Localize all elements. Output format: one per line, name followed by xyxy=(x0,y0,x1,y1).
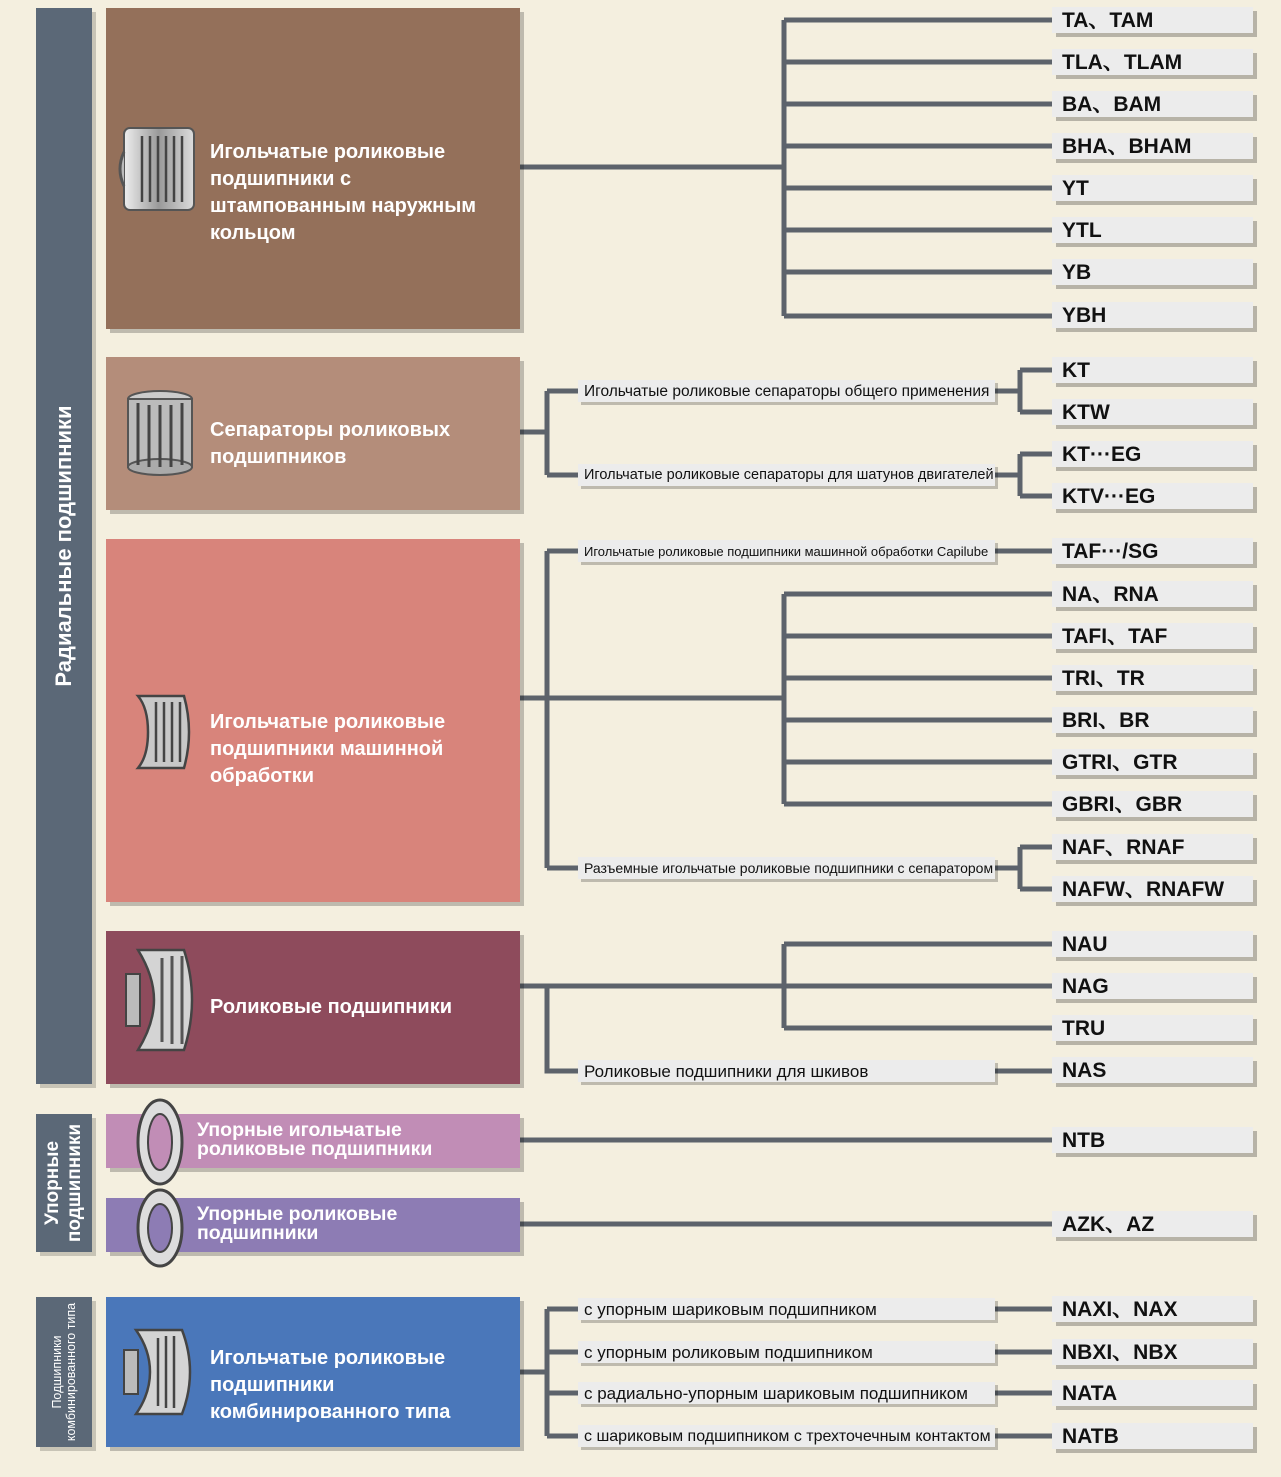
group-thrust xyxy=(36,1114,92,1252)
code-box: BHA、BHAM xyxy=(1052,133,1253,159)
subcategory-separable: Разъемные игольчатые роликовые подшипники с сепаратором xyxy=(578,857,995,879)
code-box: NAF、RNAF xyxy=(1052,834,1253,860)
code-box: YTL xyxy=(1052,217,1253,243)
subcategory-cage-engine: Игольчатые роликовые сепараторы для шатунов двигателей xyxy=(578,464,995,486)
code-box: TRI、TR xyxy=(1052,665,1253,691)
code-box: KTV···EG xyxy=(1052,483,1253,509)
code-box: GBRI、GBR xyxy=(1052,791,1253,817)
code-box: KTW xyxy=(1052,399,1253,425)
code-box: NBXI、NBX xyxy=(1052,1339,1253,1365)
code-box: KT xyxy=(1052,357,1253,383)
code-box: NATB xyxy=(1052,1423,1253,1449)
code-box: GTRI、GTR xyxy=(1052,749,1253,775)
combined-bearing-icon xyxy=(118,1324,200,1420)
code-box: NATA xyxy=(1052,1380,1253,1406)
category-label-drawn-cup: Игольчатые роликовые подшипники с штампованным наружным кольцом xyxy=(210,141,477,244)
code-box: YBH xyxy=(1052,302,1253,328)
category-label-thrust-needle: Упорные игольчатые роликовые подшипники xyxy=(197,1119,433,1160)
code-box: AZK、AZ xyxy=(1052,1211,1253,1237)
group-combined-label: Подшипники комбинированного типа xyxy=(50,1302,78,1442)
code-box: YT xyxy=(1052,175,1253,201)
cage-icon xyxy=(122,387,198,479)
roller-bearing-icon xyxy=(118,944,202,1056)
code-box: BRI、BR xyxy=(1052,707,1253,733)
code-box: TLA、TLAM xyxy=(1052,49,1253,75)
code-box: NAU xyxy=(1052,931,1253,957)
subcategory-thrust-roller: с упорным роликовым подшипником xyxy=(578,1341,995,1363)
subcategory-three-point: с шариковым подшипником с трехточечным контактом xyxy=(578,1425,995,1447)
group-thrust-label: Упорные подшипники xyxy=(42,1123,85,1243)
code-box: NAG xyxy=(1052,973,1253,999)
category-label-thrust-roller: Упорные роликовые подшипники xyxy=(197,1203,398,1244)
subcategory-cage-general: Игольчатые роликовые сепараторы общего применения xyxy=(578,380,995,402)
code-box: TA、TAM xyxy=(1052,7,1253,33)
needle-bearing-icon xyxy=(118,122,200,216)
code-box: TAFI、TAF xyxy=(1052,623,1253,649)
group-radial xyxy=(36,8,92,1084)
subcategory-angular-ball: с радиально-упорным шариковым подшипником xyxy=(578,1382,995,1404)
category-label-cages: Сепараторы роликовых подшипников xyxy=(210,419,451,468)
code-box: BA、BAM xyxy=(1052,91,1253,117)
code-box: NAFW、RNAFW xyxy=(1052,876,1253,902)
machined-bearing-icon xyxy=(128,686,196,778)
subcategory-thrust-ball: с упорным шариковым подшипником xyxy=(578,1298,995,1320)
subcategory-capilube: Игольчатые роликовые подшипники машинной обработки Capilube xyxy=(578,540,995,562)
code-box: NAS xyxy=(1052,1057,1253,1083)
code-box: NA、RNA xyxy=(1052,581,1253,607)
category-label-machined: Игольчатые роликовые подшипники машинной обработки xyxy=(210,711,446,787)
code-box: TAF···/SG xyxy=(1052,538,1253,564)
code-box: KT···EG xyxy=(1052,441,1253,467)
code-box: NAXI、NAX xyxy=(1052,1296,1253,1322)
group-radial-label: Радиальные подшипники xyxy=(51,405,76,687)
category-label-roller: Роликовые подшипники xyxy=(210,996,453,1018)
code-box: TRU xyxy=(1052,1015,1253,1041)
thrust-washer-icon xyxy=(134,1096,186,1188)
thrust-roller-icon xyxy=(134,1186,186,1270)
subcategory-pulley: Роликовые подшипники для шкивов xyxy=(578,1060,995,1082)
code-box: YB xyxy=(1052,259,1253,285)
category-label-combined: Игольчатые роликовые подшипники комбинированного типа xyxy=(210,1347,451,1423)
code-box: NTB xyxy=(1052,1127,1253,1153)
group-combined xyxy=(36,1297,92,1447)
